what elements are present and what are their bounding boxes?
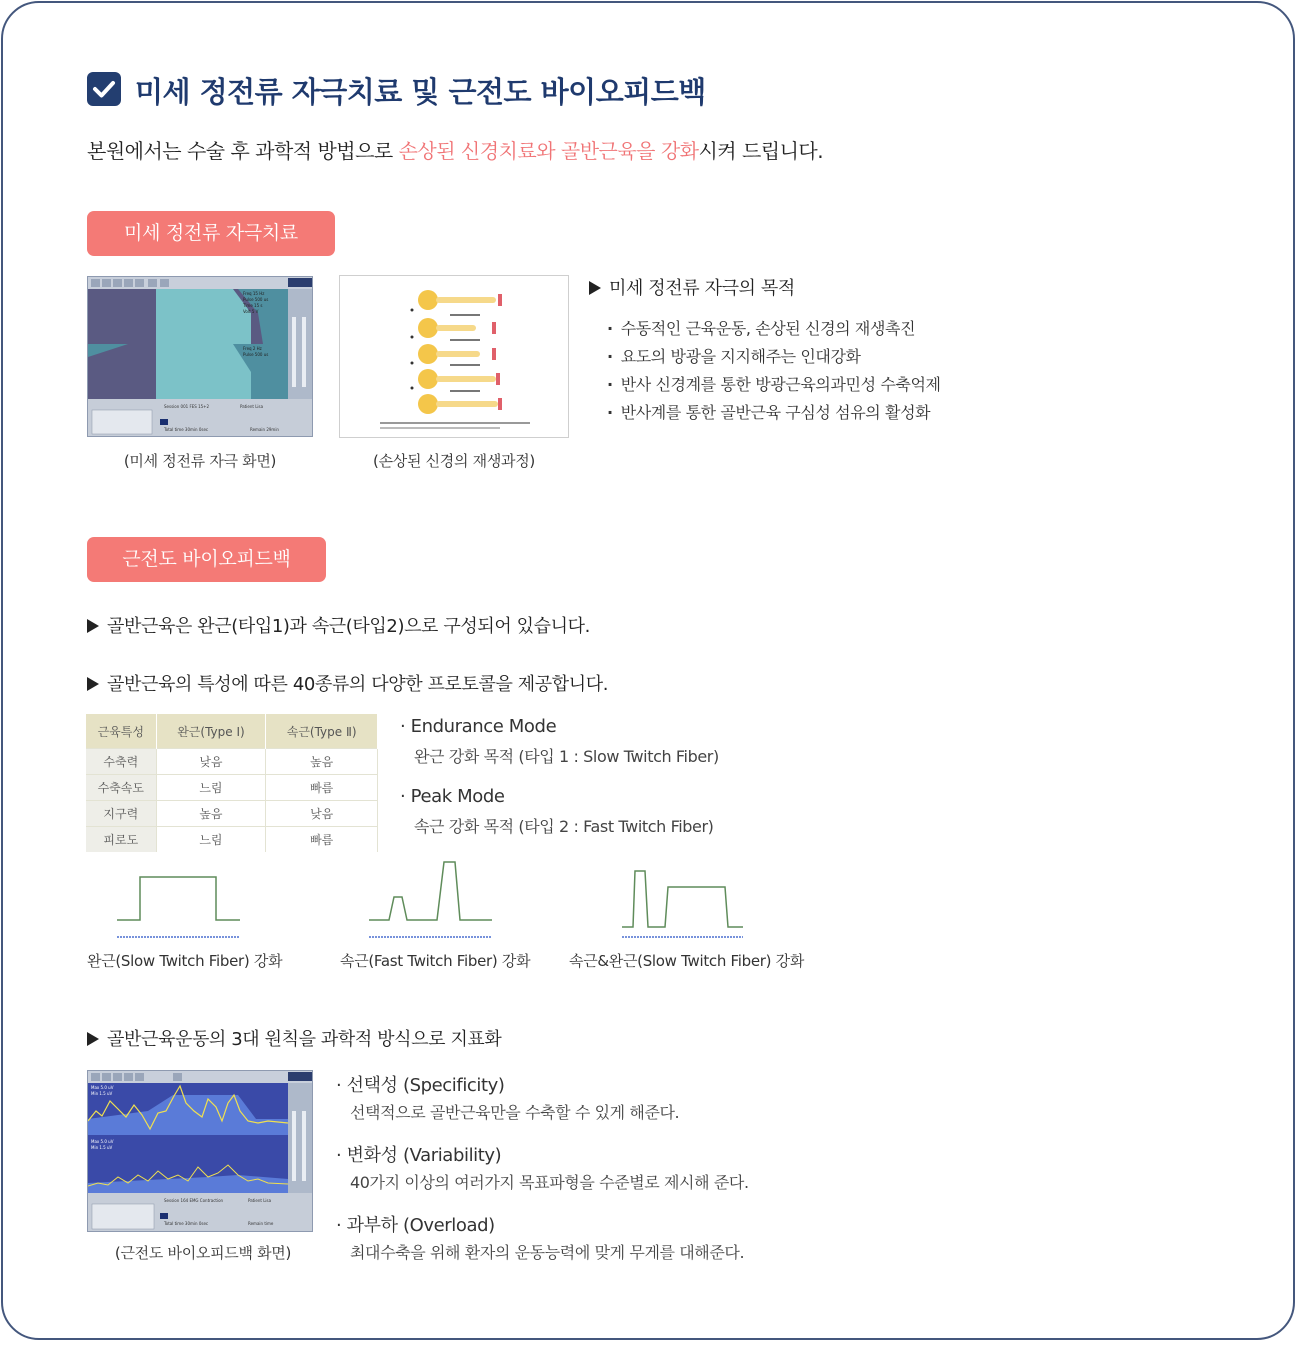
svg-text:Max 5.0 uV: Max 5.0 uV — [91, 1139, 114, 1144]
svg-text:Patient Lisa: Patient Lisa — [240, 404, 264, 409]
svg-text:Pulse 500 us: Pulse 500 us — [243, 297, 269, 302]
svg-text:Min 1.5 uV: Min 1.5 uV — [91, 1145, 113, 1150]
slow-twitch-caption: 완근(Slow Twitch Fiber) 강화 — [87, 952, 283, 970]
list-item: · 반사 신경계를 통한 방광근육의과민성 수축억제 — [607, 371, 1007, 399]
fast-twitch-waveform — [362, 855, 502, 945]
triangle-icon — [87, 1032, 99, 1046]
biofeedback-screen-image — [87, 1070, 313, 1232]
svg-text:Volt 5 V: Volt 5 V — [243, 309, 259, 314]
table-header: 속근(Type Ⅱ) — [266, 714, 378, 749]
protocol-line: 골반근육의 특성에 따른 40종류의 다양한 프로토콜을 제공합니다. — [87, 670, 608, 696]
svg-text:Total time 30min 0sec: Total time 30min 0sec — [164, 427, 209, 432]
svg-text:Freq 15 Hz: Freq 15 Hz — [243, 291, 265, 296]
triangle-icon — [87, 677, 99, 691]
fiber-type-line: 골반근육은 완근(타입1)과 속근(타입2)으로 구성되어 있습니다. — [87, 612, 590, 638]
combined-waveform — [615, 865, 755, 945]
svg-text:Pulse 500 us: Pulse 500 us — [243, 352, 269, 357]
table-row: 피로도 느림 빠름 — [86, 827, 378, 853]
section-pill-microcurrent: 미세 정전류 자극치료 — [87, 211, 335, 256]
endurance-mode-title: · Endurance Mode — [400, 716, 557, 737]
fast-twitch-caption: 속근(Fast Twitch Fiber) 강화 — [340, 952, 531, 970]
svg-text:Session 164 EMG Contraction: Session 164 EMG Contraction — [164, 1198, 224, 1203]
intro-text: 본원에서는 수술 후 과학적 방법으로 손상된 신경치료와 골반근육을 강화시켜 드립니다. — [87, 139, 824, 163]
checkbox-icon — [87, 72, 121, 106]
slow-twitch-waveform — [110, 865, 250, 945]
svg-text:Freq 2 Hz: Freq 2 Hz — [243, 346, 262, 351]
peak-mode-title: · Peak Mode — [400, 786, 505, 807]
variability-title: · 변화성 (Variability) — [336, 1145, 502, 1166]
svg-text:Session 001 FES 15+2: Session 001 FES 15+2 — [164, 404, 210, 409]
fiber-table — [86, 714, 378, 852]
svg-text:Time 15 s: Time 15 s — [243, 303, 263, 308]
table-row: 수축속도 느림 빠름 — [86, 775, 378, 801]
overload-desc: 최대수축을 위해 환자의 운동능력에 맞게 무게를 대해준다. — [350, 1243, 745, 1262]
peak-mode-desc: 속근 강화 목적 (타입 2 : Fast Twitch Fiber) — [414, 817, 714, 836]
principles-line: 골반근육운동의 3대 원칙을 과학적 방식으로 지표화 — [87, 1025, 501, 1051]
section-pill-biofeedback: 근전도 바이오피드백 — [87, 537, 326, 582]
variability-desc: 40가지 이상의 여러가지 목표파형을 수준별로 제시해 준다. — [350, 1173, 749, 1192]
purpose-heading: 미세 정전류 자극의 목적 — [589, 274, 795, 300]
specificity-title: · 선택성 (Specificity) — [336, 1075, 505, 1096]
specificity-desc: 선택적으로 골반근육만을 수축할 수 있게 해준다. — [350, 1103, 680, 1122]
nerve-regeneration-image — [339, 275, 569, 438]
intro-highlight: 손상된 신경치료와 골반근육을 강화 — [398, 139, 699, 163]
list-item: · 수동적인 근육운동, 손상된 신경의 재생촉진 — [607, 315, 1007, 343]
biofeedback-screen-caption: (근전도 바이오피드백 화면) — [114, 1244, 292, 1262]
endurance-mode-desc: 완근 강화 목적 (타입 1 : Slow Twitch Fiber) — [414, 747, 719, 766]
table-header: 근육특성 — [86, 714, 156, 749]
microcurrent-screen-caption: (미세 정전류 자극 화면) — [123, 452, 277, 470]
nerve-regeneration-caption: (손상된 신경의 재생과정) — [373, 452, 535, 470]
table-row: 지구력 높음 낮음 — [86, 801, 378, 827]
svg-text:Total time 30min 0sec: Total time 30min 0sec — [164, 1221, 209, 1226]
list-item: · 반사계를 통한 골반근육 구심성 섬유의 활성화 — [607, 399, 1007, 427]
svg-text:Min 1.5 uV: Min 1.5 uV — [91, 1091, 113, 1096]
overload-title: · 과부하 (Overload) — [336, 1215, 495, 1236]
svg-text:Max 5.0 uV: Max 5.0 uV — [91, 1085, 114, 1090]
triangle-icon — [87, 619, 99, 633]
page-title: 미세 정전류 자극치료 및 근전도 바이오피드백 — [135, 75, 706, 109]
purpose-list — [607, 315, 1007, 427]
triangle-icon — [589, 281, 601, 295]
svg-text:Patient Lisa: Patient Lisa — [248, 1198, 272, 1203]
svg-text:Remain 29min: Remain 29min — [250, 427, 279, 432]
microcurrent-screen-image — [87, 276, 313, 437]
table-row: 수축력 낮음 높음 — [86, 749, 378, 775]
list-item: · 요도의 방광을 지지해주는 인대강화 — [607, 343, 1007, 371]
combined-caption: 속근&완근(Slow Twitch Fiber) 강화 — [569, 952, 805, 970]
table-header: 완근(Type Ⅰ) — [156, 714, 266, 749]
svg-text:Remain time: Remain time — [248, 1221, 274, 1226]
